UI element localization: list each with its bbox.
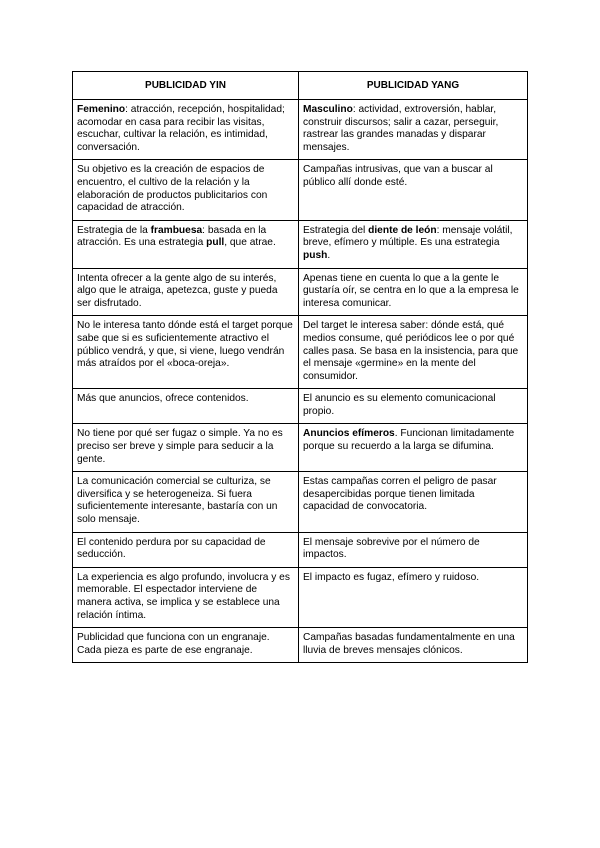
cell-text: El contenido perdura por su capacidad de seducción. [77, 536, 266, 561]
table-row [73, 160, 528, 220]
cell-text: : basada en la atracción. Es una estrategia [77, 224, 267, 249]
cell-bold-term: Anuncios efímeros [303, 428, 395, 440]
cell-bold-term: pull [206, 237, 225, 249]
cell-text: El anuncio es su elemento comunicacional propio. [303, 393, 496, 417]
cell-yang [299, 472, 528, 532]
cell-yang [299, 567, 528, 627]
table-row [73, 532, 528, 567]
cell-text: Su objetivo es la creación de espacios de encuentro, el cultivo de la relación y la elaboración de productos publicitarios con capacidad de atracción. [77, 164, 268, 214]
cell-yang [299, 389, 528, 424]
cell-yang [299, 220, 528, 268]
cell-yang [299, 424, 528, 472]
cell-text: , que atrae. [224, 237, 276, 249]
cell-bold-term: push [303, 249, 328, 261]
cell-text: La experiencia es algo profundo, involucra y es memorable. El espectador interviene de manera activa, se implica y se establece una relación íntima. [77, 571, 290, 621]
cell-text: : mensaje volátil, breve, efímero y múltiple. Es una estrategia [303, 224, 513, 249]
cell-yin [73, 628, 299, 663]
table-row [73, 628, 528, 663]
cell-text: No tiene por qué ser fugaz o simple. Ya no es preciso ser breve y simple para seducir a la gente. [77, 428, 283, 465]
cell-text: Apenas tiene en cuenta lo que a la gente le gustaría oír, se centra en lo que a la empresa le interesa comunicar. [303, 272, 519, 309]
cell-text: Estas campañas corren el peligro de pasar desapercibidas porque tienen limitada capacidad de convocatoria. [303, 476, 497, 513]
table-row [73, 389, 528, 424]
cell-text: El mensaje sobrevive por el número de impactos. [303, 536, 480, 561]
table-row [73, 567, 528, 627]
cell-yin [73, 220, 299, 268]
cell-yin [73, 268, 299, 316]
cell-yin [73, 389, 299, 424]
cell-yang [299, 628, 528, 663]
cell-text: Campañas basadas fundamentalmente en una lluvia de breves mensajes clónicos. [303, 632, 515, 656]
cell-yang [299, 268, 528, 316]
cell-text: Estrategia del [303, 224, 369, 236]
cell-yin [73, 567, 299, 627]
cell-text: No le interesa tanto dónde está el target porque sabe que si es suficientemente atractivo el público vendrá, y que, si viene, luego vendrán más atraídos por el «boca-oreja». [77, 320, 293, 370]
cell-yin [73, 100, 299, 160]
table-row [73, 316, 528, 389]
table-row [73, 220, 528, 268]
cell-bold-term: frambuesa [150, 224, 203, 236]
header-yin: PUBLICIDAD YIN [73, 72, 299, 100]
cell-yin [73, 472, 299, 532]
cell-bold-term: diente de león [368, 224, 437, 236]
cell-text: Del target le interesa saber: dónde está, qué medios consume, qué periódicos lee o por qué calles pasa. Se basa en la insistencia, para que el mensaje «germine» en la mente del consumidor. [303, 320, 519, 382]
cell-text: . [327, 249, 331, 261]
comparison-table [72, 71, 528, 663]
cell-text: Más que anuncios, ofrece contenidos. [77, 393, 249, 405]
table-row [73, 472, 528, 532]
cell-text: El impacto es fugaz, efímero y ruidoso. [303, 571, 480, 583]
table-header-row [73, 72, 528, 100]
cell-yang [299, 316, 528, 389]
cell-bold-term: Femenino [77, 104, 126, 115]
table-row [73, 100, 528, 160]
cell-yang [299, 100, 528, 160]
cell-bold-term: Masculino [303, 104, 353, 115]
cell-text: . Funcionan limitadamente porque su recuerdo a la larga se difumina. [303, 428, 515, 453]
table-row [73, 424, 528, 472]
cell-yin [73, 532, 299, 567]
cell-text: : actividad, extroversión, hablar, construir discursos; salir a cazar, perseguir, rastrear las grandes manadas y disparar mensajes. [303, 104, 499, 153]
cell-yin [73, 424, 299, 472]
cell-text: La comunicación comercial se culturiza, se diversifica y se heterogeneiza. Si fuera suficientemente interesante, bastaría con un solo mensaje. [77, 476, 278, 526]
cell-text: Publicidad que funciona con un engranaje. Cada pieza es parte de ese engranaje. [77, 632, 270, 656]
cell-yin [73, 160, 299, 220]
header-yang: PUBLICIDAD YANG [299, 72, 528, 100]
cell-text: : atracción, recepción, hospitalidad; acomodar en casa para recibir las visitas, escuchar, cultivar la relación, es intimidad, conversación. [77, 104, 285, 153]
cell-text: Intenta ofrecer a la gente algo de su interés, algo que le atraiga, apetezca, guste y pueda ser disfrutado. [77, 272, 278, 309]
cell-yang [299, 532, 528, 567]
cell-text: Estrategia de la [77, 224, 151, 236]
cell-yang [299, 160, 528, 220]
cell-text: Campañas intrusivas, que van a buscar al público allí donde esté. [303, 164, 493, 188]
table-row [73, 268, 528, 316]
cell-yin [73, 316, 299, 389]
